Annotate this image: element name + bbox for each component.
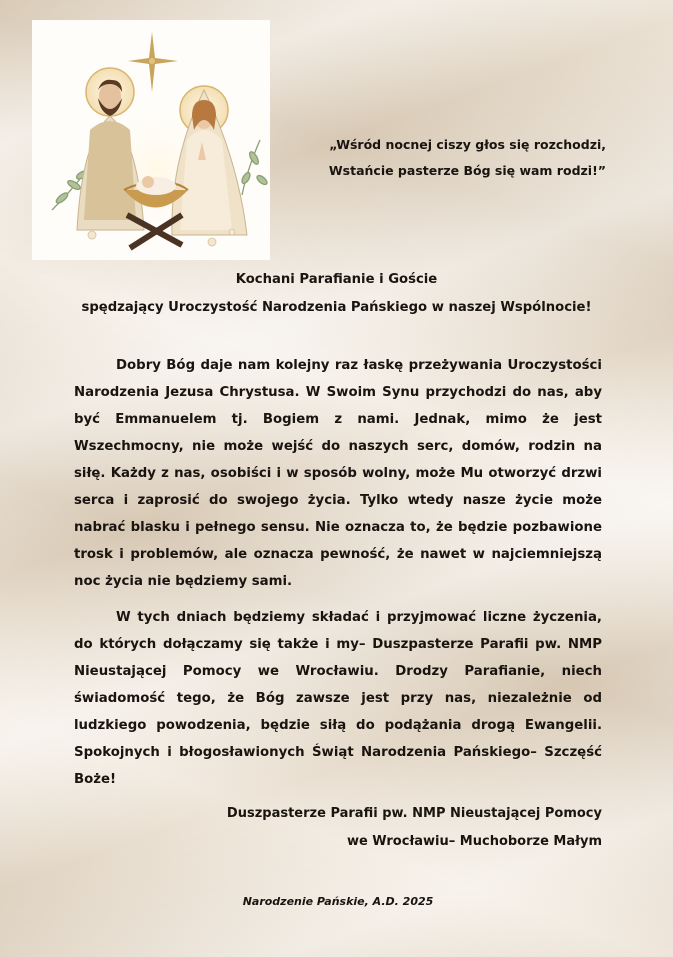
signature-line-2: we Wrocławiu– Muchoborze Małym <box>346 834 602 849</box>
nativity-illustration <box>32 20 270 260</box>
carol-line-2: Wstańcie pasterze Bóg się wam rodzi!” <box>328 163 606 178</box>
greeting-line-1: Kochani Parafianie i Goście <box>235 272 438 287</box>
signature-line-1: Duszpasterze Parafii pw. NMP Nieustającej Pomocy <box>226 806 602 821</box>
carol-quote <box>300 132 606 184</box>
paragraph-1 <box>74 352 602 595</box>
carol-line-1: „Wśród nocnej ciszy głos się rozchodzi, <box>329 137 606 152</box>
date-line: Narodzenie Pańskie, A.D. 2025 <box>242 895 434 908</box>
paragraph-1-text: Dobry Bóg daje nam kolejny raz łaskę przeżywania Uroczystości Narodzenia Jezusa Chrystusa. W Swoim Synu przychodzi do nas, aby być Emmanuelem tj. Bogiem z nami. Jednak, mimo że jest Wszechmocny, nie może wejść do naszych serc, domów, rodzin na siłę. Każdy z nas, osobiści i w sposób wolny, może Mu otworzyć drzwi serca i zaprosić do swojego życia. Tylko wtedy nasze życie może nabrać blasku i pełnego sensu. Nie oznacza to, że będzie pozbawione trosk i problemów, ale oznacza pewność, że nawet w najciemniejszą noc życia nie będziemy sami. <box>74 358 602 589</box>
greeting-line-2: spędzający Uroczystość Narodzenia Pańskiego w naszej Wspólnocie! <box>81 300 592 315</box>
paragraph-2-text: W tych dniach będziemy składać i przyjmować liczne życzenia, do których dołączamy się także i my– Duszpasterze Parafii pw. NMP Nieustającej Pomocy we Wrocławiu. Drodzy Parafianie, niech świadomość tego, że Bóg zawsze jest przy nas, niezależnie od ludzkiego powodzenia, będzie siłą do podążania drogą Ewangelii. Spokojnych i błogosławionych Świąt Narodzenia Pańskiego– Szczęść Boże! <box>74 610 602 787</box>
paragraph-2 <box>74 604 602 793</box>
nativity-scene-icon <box>32 20 270 260</box>
